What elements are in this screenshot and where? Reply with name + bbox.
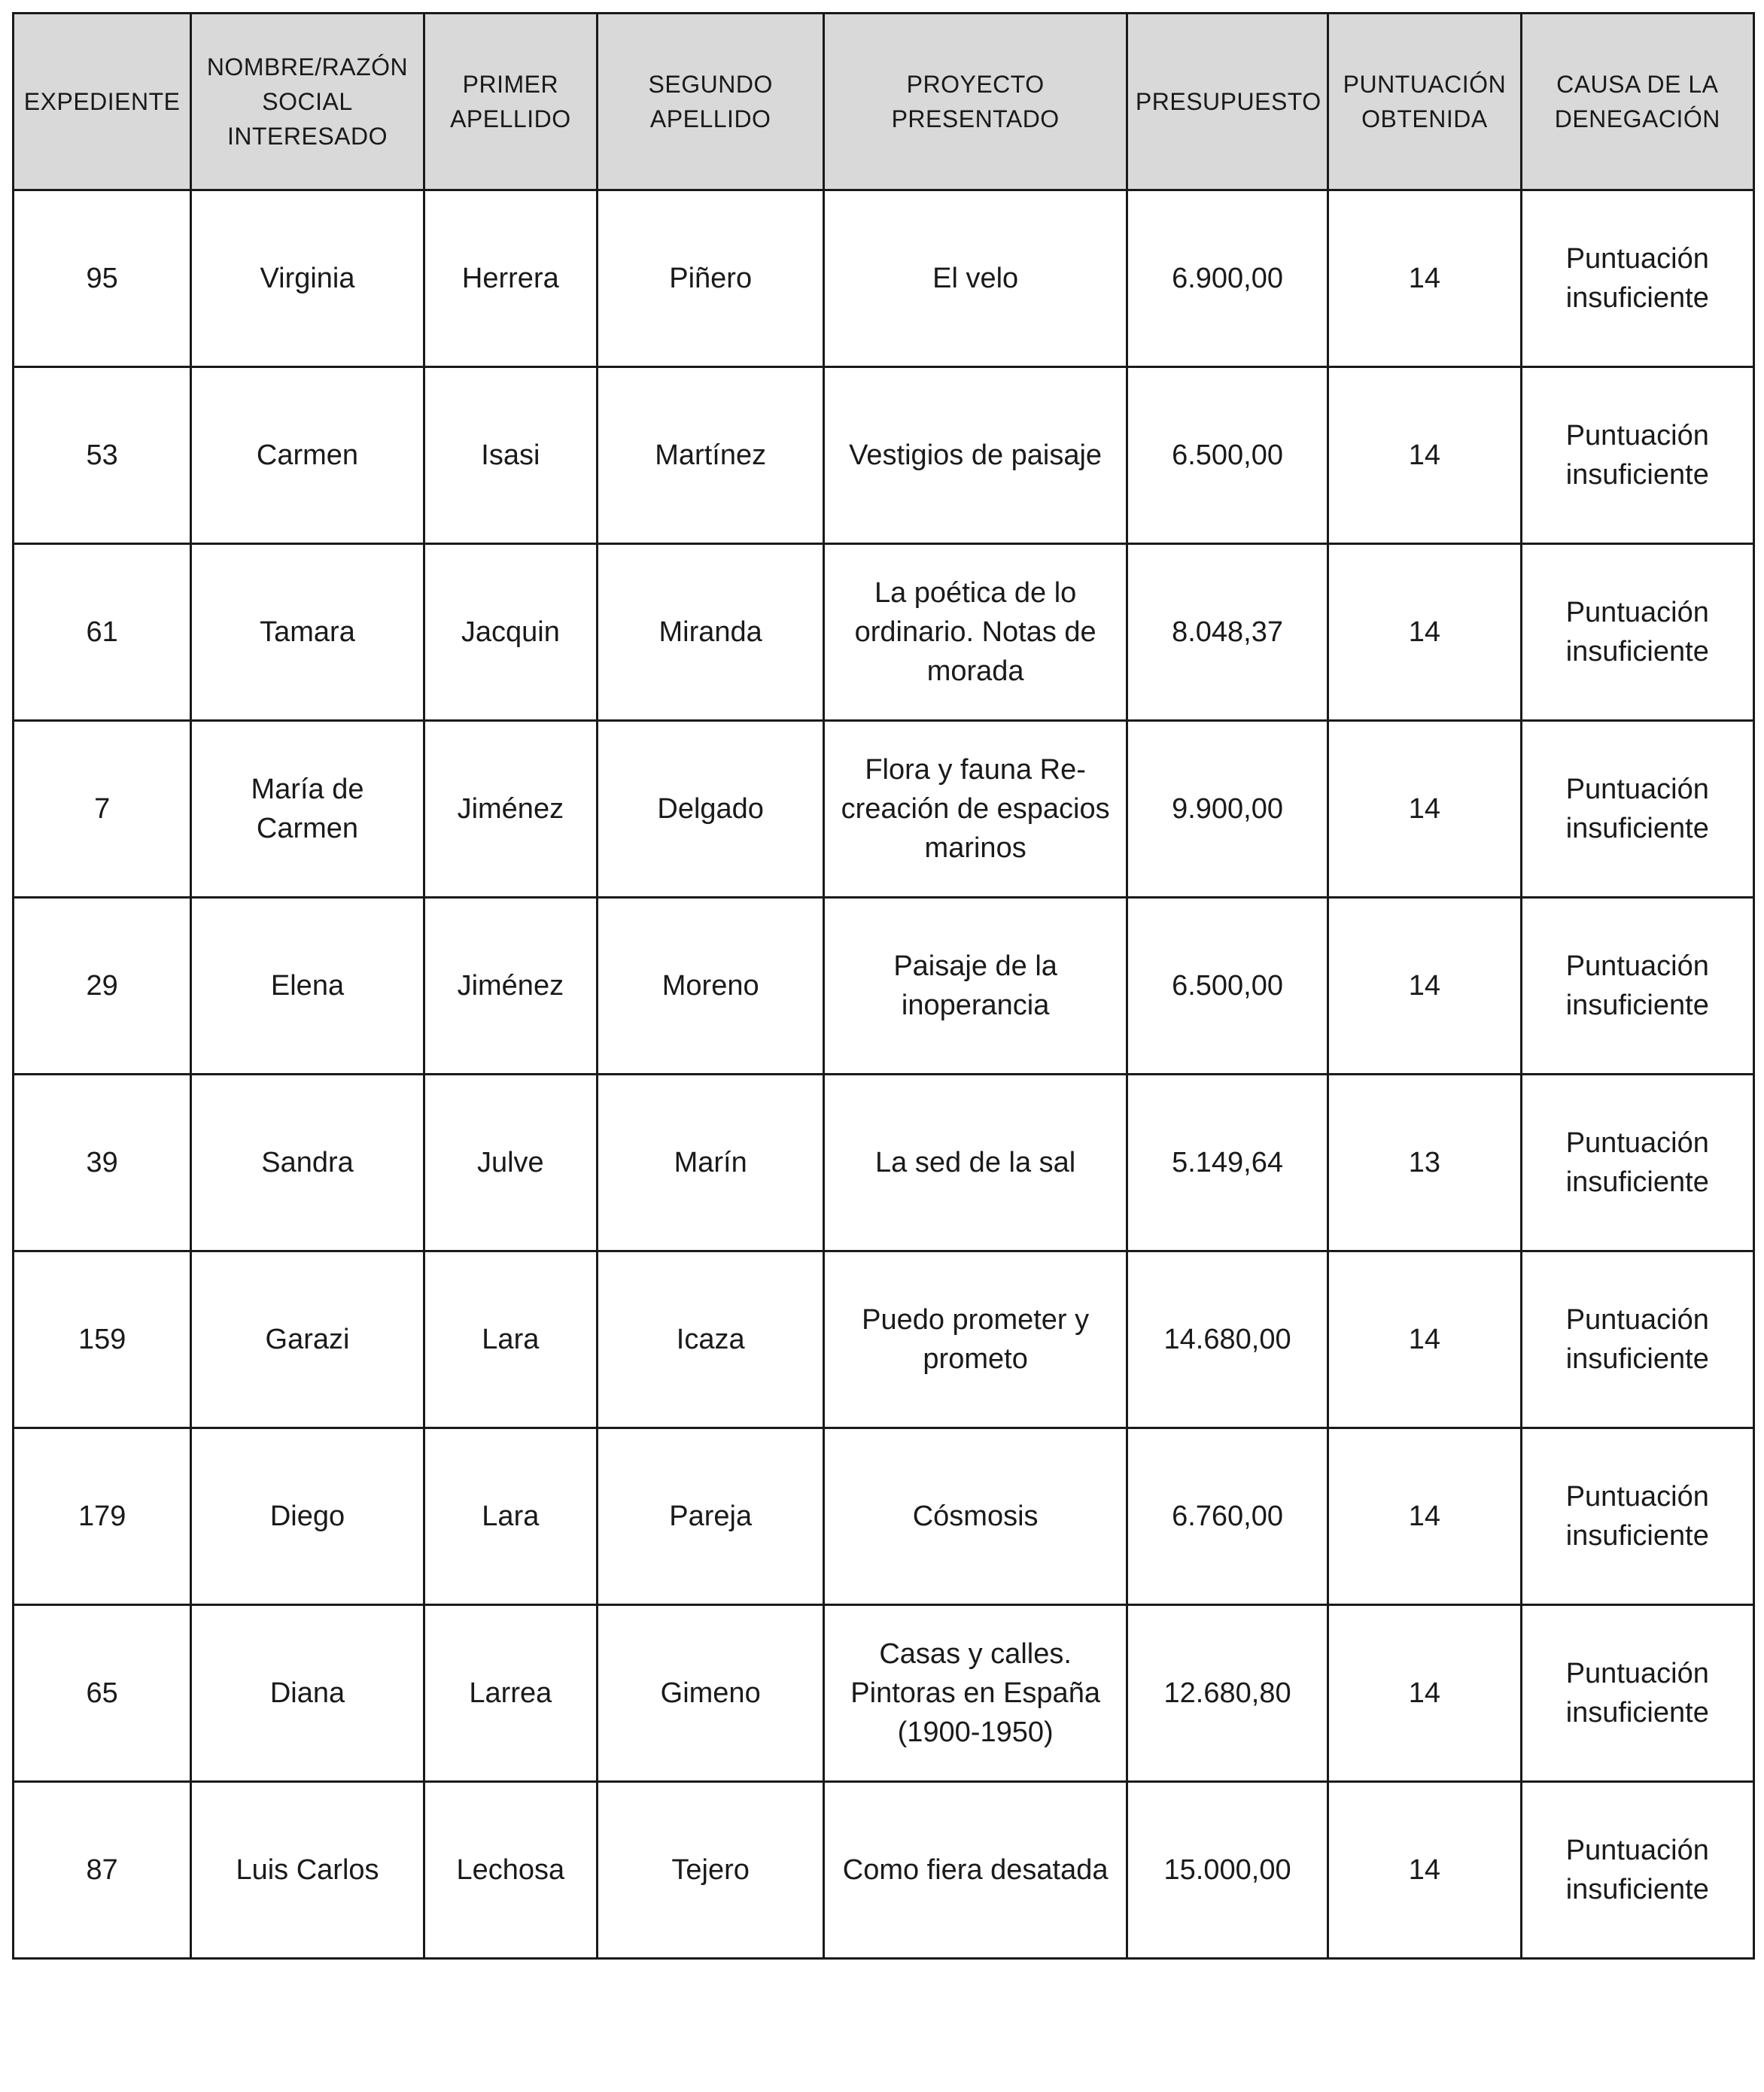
cell-primer-apellido: Jacquin [424, 544, 597, 721]
cell-primer-apellido: Larrea [424, 1605, 597, 1782]
cell-nombre: Sandra [191, 1075, 424, 1251]
cell-expediente: 65 [14, 1605, 191, 1782]
cell-proyecto: Flora y fauna Re-creación de espacios marinos [824, 721, 1127, 898]
cell-presupuesto: 15.000,00 [1127, 1782, 1328, 1959]
cell-puntuacion: 14 [1328, 1605, 1521, 1782]
cell-puntuacion: 14 [1328, 1782, 1521, 1959]
header-causa: CAUSA DE LA DENEGACIÓN [1521, 14, 1753, 190]
cell-nombre: Diego [191, 1428, 424, 1605]
cell-presupuesto: 6.500,00 [1127, 367, 1328, 544]
cell-segundo-apellido: Icaza [597, 1251, 823, 1428]
cell-causa: Puntuación insuficiente [1521, 1251, 1753, 1428]
cell-proyecto: Puedo prometer y prometo [824, 1251, 1127, 1428]
header-puntuacion: PUNTUACIÓN OBTENIDA [1328, 14, 1521, 190]
cell-nombre: Luis Carlos [191, 1782, 424, 1959]
header-expediente: EXPEDIENTE [14, 14, 191, 190]
cell-primer-apellido: Lara [424, 1251, 597, 1428]
cell-presupuesto: 6.500,00 [1127, 898, 1328, 1075]
cell-segundo-apellido: Tejero [597, 1782, 823, 1959]
cell-segundo-apellido: Moreno [597, 898, 823, 1075]
cell-proyecto: Vestigios de paisaje [824, 367, 1127, 544]
cell-causa: Puntuación insuficiente [1521, 721, 1753, 898]
denial-table [12, 12, 1755, 1960]
cell-puntuacion: 14 [1328, 190, 1521, 367]
cell-presupuesto: 6.900,00 [1127, 190, 1328, 367]
table-row [14, 544, 1754, 721]
cell-primer-apellido: Jiménez [424, 721, 597, 898]
table-row [14, 898, 1754, 1075]
cell-nombre: Garazi [191, 1251, 424, 1428]
table-row [14, 367, 1754, 544]
cell-puntuacion: 14 [1328, 721, 1521, 898]
cell-causa: Puntuación insuficiente [1521, 1428, 1753, 1605]
cell-proyecto: Como fiera desatada [824, 1782, 1127, 1959]
cell-segundo-apellido: Martínez [597, 367, 823, 544]
cell-proyecto: Paisaje de la inoperancia [824, 898, 1127, 1075]
table-body [14, 190, 1754, 1959]
cell-proyecto: La poética de lo ordinario. Notas de morada [824, 544, 1127, 721]
cell-expediente: 39 [14, 1075, 191, 1251]
cell-segundo-apellido: Gimeno [597, 1605, 823, 1782]
header-primer-apellido: PRIMER APELLIDO [424, 14, 597, 190]
cell-expediente: 7 [14, 721, 191, 898]
cell-primer-apellido: Jiménez [424, 898, 597, 1075]
cell-presupuesto: 5.149,64 [1127, 1075, 1328, 1251]
cell-expediente: 179 [14, 1428, 191, 1605]
cell-primer-apellido: Julve [424, 1075, 597, 1251]
table-row [14, 1428, 1754, 1605]
cell-causa: Puntuación insuficiente [1521, 367, 1753, 544]
cell-causa: Puntuación insuficiente [1521, 544, 1753, 721]
cell-puntuacion: 14 [1328, 544, 1521, 721]
cell-nombre: María de Carmen [191, 721, 424, 898]
table-header [14, 14, 1754, 190]
table-row [14, 1251, 1754, 1428]
header-row [14, 14, 1754, 190]
table-row [14, 1605, 1754, 1782]
cell-causa: Puntuación insuficiente [1521, 1075, 1753, 1251]
header-proyecto: PROYECTO PRESENTADO [824, 14, 1127, 190]
cell-puntuacion: 13 [1328, 1075, 1521, 1251]
cell-nombre: Tamara [191, 544, 424, 721]
cell-expediente: 159 [14, 1251, 191, 1428]
table-row [14, 1075, 1754, 1251]
cell-puntuacion: 14 [1328, 898, 1521, 1075]
cell-nombre: Elena [191, 898, 424, 1075]
header-segundo-apellido: SEGUNDO APELLIDO [597, 14, 823, 190]
cell-proyecto: Casas y calles. Pintoras en España (1900-1950) [824, 1605, 1127, 1782]
cell-nombre: Carmen [191, 367, 424, 544]
cell-expediente: 29 [14, 898, 191, 1075]
cell-segundo-apellido: Miranda [597, 544, 823, 721]
cell-nombre: Virginia [191, 190, 424, 367]
cell-expediente: 87 [14, 1782, 191, 1959]
cell-segundo-apellido: Marín [597, 1075, 823, 1251]
cell-presupuesto: 14.680,00 [1127, 1251, 1328, 1428]
cell-segundo-apellido: Pareja [597, 1428, 823, 1605]
cell-causa: Puntuación insuficiente [1521, 190, 1753, 367]
document-sheet [12, 12, 1755, 1960]
cell-puntuacion: 14 [1328, 367, 1521, 544]
header-presupuesto: PRESUPUESTO [1127, 14, 1328, 190]
cell-presupuesto: 6.760,00 [1127, 1428, 1328, 1605]
cell-segundo-apellido: Delgado [597, 721, 823, 898]
cell-proyecto: La sed de la sal [824, 1075, 1127, 1251]
cell-proyecto: El velo [824, 190, 1127, 367]
cell-nombre: Diana [191, 1605, 424, 1782]
cell-segundo-apellido: Piñero [597, 190, 823, 367]
table-row [14, 721, 1754, 898]
cell-primer-apellido: Herrera [424, 190, 597, 367]
cell-primer-apellido: Isasi [424, 367, 597, 544]
cell-presupuesto: 9.900,00 [1127, 721, 1328, 898]
cell-puntuacion: 14 [1328, 1251, 1521, 1428]
cell-expediente: 61 [14, 544, 191, 721]
cell-expediente: 95 [14, 190, 191, 367]
cell-causa: Puntuación insuficiente [1521, 898, 1753, 1075]
cell-causa: Puntuación insuficiente [1521, 1782, 1753, 1959]
cell-causa: Puntuación insuficiente [1521, 1605, 1753, 1782]
table-row [14, 190, 1754, 367]
cell-proyecto: Cósmosis [824, 1428, 1127, 1605]
table-row [14, 1782, 1754, 1959]
cell-presupuesto: 8.048,37 [1127, 544, 1328, 721]
header-nombre: NOMBRE/RAZÓN SOCIAL INTERESADO [191, 14, 424, 190]
cell-presupuesto: 12.680,80 [1127, 1605, 1328, 1782]
cell-puntuacion: 14 [1328, 1428, 1521, 1605]
cell-primer-apellido: Lara [424, 1428, 597, 1605]
cell-expediente: 53 [14, 367, 191, 544]
cell-primer-apellido: Lechosa [424, 1782, 597, 1959]
